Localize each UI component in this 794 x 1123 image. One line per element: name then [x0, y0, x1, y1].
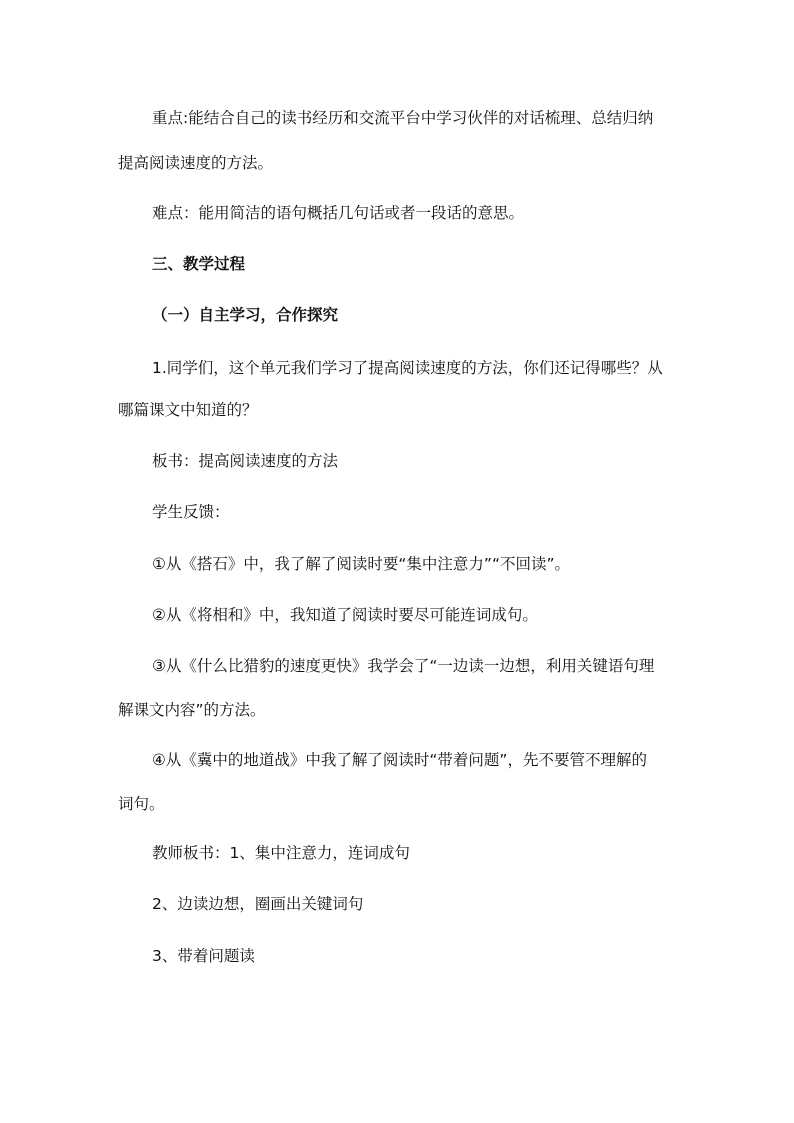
teacher-board-item-3: 3、带着问题读 — [152, 947, 255, 965]
section-heading: 三、教学过程 — [152, 255, 246, 273]
key-points-line-2: 提高阅读速度的方法。 — [118, 154, 274, 172]
teacher-board-item-1: 教师板书：1、集中注意力，连词成句 — [152, 844, 410, 862]
subsection-heading: （一）自主学习，合作探究 — [152, 306, 339, 324]
question-line-1: 1.同学们，这个单元我们学习了提高阅读速度的方法，你们还记得哪些？从 — [152, 359, 663, 377]
board-title: 板书：提高阅读速度的方法 — [152, 452, 339, 470]
feedback-item-2: ②从《将相和》中，我知道了阅读时要尽可能连词成句。 — [152, 606, 538, 624]
feedback-item-4-line-1: ④从《冀中的地道战》中我了解了阅读时“带着问题”，先不要管不理解的 — [152, 751, 647, 769]
feedback-item-3-line-1: ③从《什么比猎豹的速度更快》我学会了“一边读一边想，利用关键语句理 — [152, 657, 655, 675]
feedback-item-1: ①从《搭石》中，我了解了阅读时要“集中注意力”“不回读”。 — [152, 555, 571, 573]
teacher-board-item-2: 2、边读边想，圈画出关键词句 — [152, 895, 364, 913]
difficulty-paragraph: 难点：能用简洁的语句概括几句话或者一段话的意思。 — [152, 204, 525, 222]
question-line-2: 哪篇课文中知道的？ — [118, 401, 258, 419]
feedback-item-3-line-2: 解课文内容”的方法。 — [118, 701, 266, 719]
feedback-item-4-line-2: 词句。 — [118, 795, 165, 813]
student-feedback-label: 学生反馈： — [152, 503, 230, 521]
key-points-line-1: 重点:能结合自己的读书经历和交流平台中学习伙伴的对话梳理、总结归纳 — [152, 109, 654, 127]
